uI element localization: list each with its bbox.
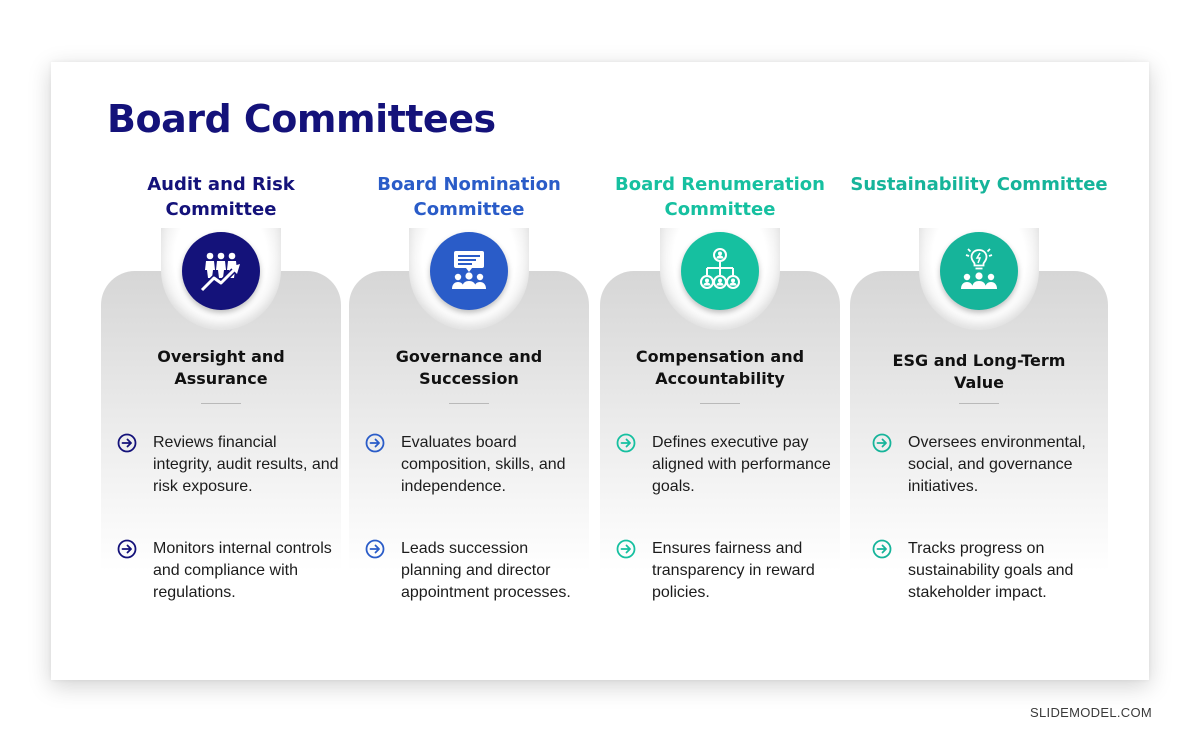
icon-circle bbox=[681, 232, 759, 310]
committee-title: Audit and Risk Committee bbox=[147, 174, 295, 220]
committee-column-renumeration bbox=[600, 62, 840, 680]
org-chart-icon bbox=[695, 246, 745, 296]
arrow-circle-icon bbox=[365, 539, 385, 559]
arrow-circle-icon bbox=[365, 433, 385, 453]
bullet-text: Ensures fairness and transparency in reward policies. bbox=[652, 540, 815, 601]
arrow-circle-icon bbox=[117, 433, 137, 453]
slide bbox=[51, 62, 1149, 680]
bullet-item bbox=[117, 432, 339, 498]
arrow-circle-icon bbox=[872, 433, 892, 453]
arrow-circle-icon bbox=[616, 433, 636, 453]
bullet-item bbox=[872, 538, 1094, 604]
bullet-text: Leads succession planning and director appointment processes. bbox=[401, 540, 571, 601]
watermark: SLIDEMODEL.COM bbox=[1030, 705, 1152, 720]
committee-subhead: Governance and Succession bbox=[395, 347, 543, 388]
team-growth-chart-icon bbox=[196, 246, 246, 296]
bullet-text: Defines executive pay aligned with performance goals. bbox=[652, 434, 831, 495]
divider bbox=[449, 403, 489, 404]
slide-title: Board Committees bbox=[107, 97, 496, 141]
arrow-circle-icon bbox=[117, 539, 137, 559]
bullet-item bbox=[616, 432, 838, 498]
bullet-text: Tracks progress on sustainability goals and stakeholder impact. bbox=[908, 540, 1074, 601]
bullet-item bbox=[365, 432, 587, 498]
bullet-item bbox=[117, 538, 339, 604]
committee-column-nomination bbox=[349, 62, 589, 680]
group-chat-icon bbox=[444, 246, 494, 296]
divider bbox=[959, 403, 999, 404]
bullet-text: Oversees environmental, social, and governance initiatives. bbox=[908, 434, 1086, 495]
divider bbox=[700, 403, 740, 404]
icon-circle bbox=[430, 232, 508, 310]
arrow-circle-icon bbox=[872, 539, 892, 559]
committee-subhead: ESG and Long-Term Value bbox=[892, 351, 1066, 392]
bullet-item bbox=[365, 538, 587, 604]
bullet-item bbox=[616, 538, 838, 604]
group-lightbulb-icon bbox=[954, 246, 1004, 296]
committee-title: Sustainability Committee bbox=[850, 174, 1108, 195]
bullet-item bbox=[872, 432, 1094, 498]
committee-title: Board Renumeration Committee bbox=[615, 174, 825, 220]
arrow-circle-icon bbox=[616, 539, 636, 559]
committee-column-sustainability bbox=[850, 62, 1108, 680]
bullet-text: Evaluates board composition, skills, and independence. bbox=[401, 434, 566, 495]
bullet-text: Monitors internal controls and compliance with regulations. bbox=[153, 540, 332, 601]
committee-subhead: Oversight and Assurance bbox=[157, 347, 285, 388]
divider bbox=[201, 403, 241, 404]
icon-circle bbox=[940, 232, 1018, 310]
icon-circle bbox=[182, 232, 260, 310]
committee-title: Board Nomination Committee bbox=[377, 174, 561, 220]
bullet-text: Reviews financial integrity, audit results, and risk exposure. bbox=[153, 434, 339, 495]
committee-subhead: Compensation and Accountability bbox=[635, 347, 805, 388]
committee-column-audit bbox=[101, 62, 341, 680]
